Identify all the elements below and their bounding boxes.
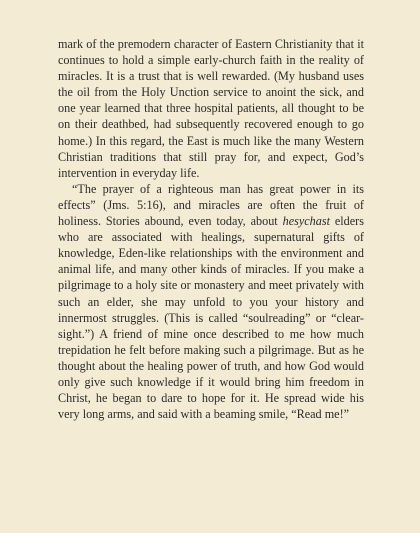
- book-page: [58, 36, 364, 422]
- paragraph-text-before-emphasis: “The prayer of a righteous man has great power in its effects” (Jms. 5:16), and miracles are often the fruit of holiness. Stories abound, even today, about: [58, 181, 364, 229]
- paragraph-righteous-prayer: [58, 181, 364, 422]
- paragraph-miracles-trust: mark of the premodern character of Eastern Christianity that it continues to hold a simple early-church faith in the reality of miracles. It is a trust that is well rewarded. (My husband uses the oil from the Holy Unction service to anoint the sick, and one year learned that three hospital patients, all thought to be on their deathbed, had subsequently recovered enough to go home.) In this regard, the East is much like the many Western Christian traditions that still pray for, and expect, God’s intervention in everyday life.: [58, 37, 364, 180]
- hesychast-term: hesychast: [282, 214, 330, 229]
- paragraph-text-after-emphasis: elders who are associated with healings, supernatural gifts of knowledge, Eden-like relationships with the environment and animal life, and many other kinds of miracles. If you make a pilgrimage to a holy site or monastery and meet privately with such an elder, she may unfold to you your history and innermost struggles. (This is called “soulreading” or “clear-sight.”) A friend of mine once described to me how much trepidation he felt before making such a pilgrimage. But as he thought about the healing power of truth, and how God would only give such knowledge if it would bring him freedom in Christ, he began to dare to hope for it. He spread wide his very long arms, and said with a beaming smile, “Read me!”: [58, 214, 364, 422]
